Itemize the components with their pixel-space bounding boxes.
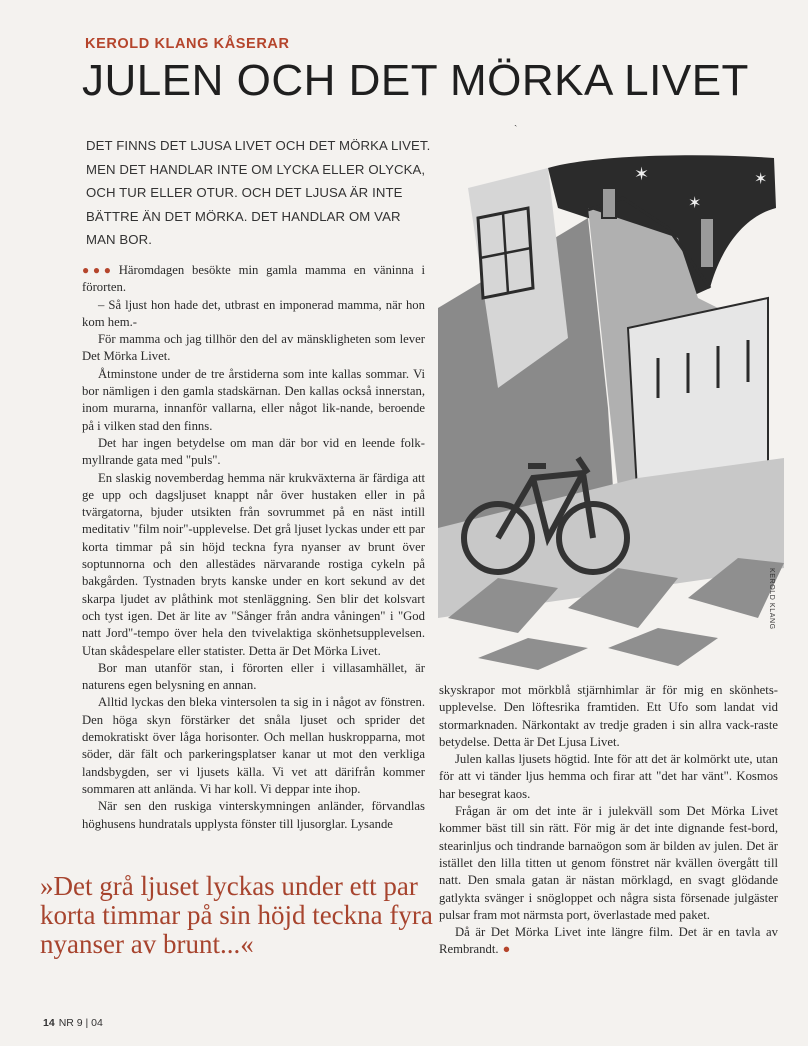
body-paragraph: För mamma och jag tillhör den del av mänskligheten som lever Det Mörka Livet. — [82, 332, 425, 364]
body-paragraph: Det har ingen betydelse om man där bor vid en leende folk-myllrande gata med "puls". — [82, 435, 425, 468]
chimney — [700, 218, 714, 268]
issue-number: NR 9 | 04 — [58, 1017, 103, 1029]
body-paragraph: Bor man utanför stan, i förorten eller i villasamhället, är naturens egen belysning en annan. — [82, 660, 425, 693]
article-kicker: KEROLD KLANG KÅSERAR — [85, 36, 290, 52]
bicycle-street-illustration — [438, 148, 784, 670]
body-paragraph: – Så ljust hon hade det, utbrast en imponerad mamma, när hon kom hem.- — [82, 297, 425, 329]
body-paragraph: En slaskig novemberdag hemma när krukväxterna är färdiga att ge upp och dagsljuset knappt når över hustaken eller in på tvärgatorna, bjuder utsikten från sovrummet på en näst intill meditativ "film noir"-upplevelse. Det grå ljuset lyckas under ett par korta timmar på sin höjd teckna fyra nyanser av brunt över soptunnorna och den allestädes närvarande rostiga cykeln på bakgården. Tystnaden bryts kanske under en kort sekund av det skarpa ljudet av plåthink mot stenläggning. Sen blir det kolsvart och tyst igen. Det är lite av "Sånger från andra våningen" i "God natt Jord"-tempo över hela den tvivelaktiga skönhetsupplevelsen. Utan skådespelare eller statister. Detta är Det Mörka Livet. — [82, 470, 425, 658]
ingress-line: OCH TUR ELLER OTUR. OCH DET LJUSA ÄR INTE — [86, 185, 403, 201]
star-icon: ✶ — [754, 171, 768, 188]
pull-quote-line: nyanser av brunt...« — [40, 929, 254, 959]
body-column-right — [439, 682, 778, 959]
pull-quote-line: korta timmar på sin höjd teckna fyra — [40, 900, 433, 930]
page-number: 14 — [43, 1017, 55, 1029]
page-folio — [43, 1017, 103, 1029]
ingress-line: BÄTTRE ÄN DET MÖRKA. DET HANDLAR OM VAR — [86, 208, 401, 224]
body-paragraph: Åtminstone under de tre årstiderna som inte kallas sommar. Vi bor nämligen i den gamla stadskärnan. Den kallas också innerstan, inom murarna, innanför vallarna, eller något lik-nande, beroende på i vilken stad den finns. — [82, 366, 425, 433]
star-icon: ✶ — [688, 195, 702, 212]
body-paragraph — [439, 924, 778, 959]
body-paragraph: När sen den ruskiga vinterskymningen anländer, förvandlas höghusens hundratals upplysta fönster till ljusorglar. Lysande — [82, 799, 425, 831]
bullet-dots-icon: ●●● — [82, 263, 115, 277]
chimney — [602, 188, 616, 218]
body-column-left — [82, 262, 425, 833]
article-headline: JULEN OCH DET MÖRKA LIVET — [82, 56, 749, 105]
ingress-line: DET FINNS DET LJUSA LIVET OCH DET MÖRKA LIVET. — [86, 138, 431, 153]
illustration-credit: KEROLD KLANG — [768, 568, 775, 630]
body-text: Häromdagen besökte min gamla mamma en väninna i förorten. — [82, 263, 425, 295]
ingress-line: MAN BOR. — [86, 232, 153, 248]
decorative-mark: ˎ — [514, 116, 518, 127]
pull-quote — [40, 872, 440, 959]
end-dot-icon: ● — [502, 942, 511, 957]
body-paragraph — [82, 262, 425, 297]
ingress-line: MEN DET HANDLAR INTE OM LYCKA ELLER OLYCKA, — [86, 161, 426, 177]
body-paragraph: Frågan är om det inte är i julekväll som Det Mörka Livet kommer bäst till sin rätt. För mig är det inte dignande fest-bord, stearinljus och tindrande barnaögon som är bilden av julen. Det är istället den lilla titten ut genom fönstret när kvällen övergått till natt. Den smala gatan är nästan mörklagd, en svagt glödande gatlykta svänger i snögloppet och några sista försenade julgäster pulsar fram mot närmsta port, överlastade med paket. — [439, 804, 778, 922]
article-ingress — [86, 134, 431, 252]
pull-quote-line: »Det grå ljuset lyckas under ett par — [40, 871, 418, 901]
body-paragraph: Alltid lyckas den bleka vintersolen ta sig in i något av fönstren. Den höga skyn förstärker det snåla ljuset och sprider det demokratiskt över låga horisonter. Och mellan huskropparna, mot söder, där fält och parkeringsplatser kanar ut mot den verkliga landsbygden, ser vi ljusets källa. Vi vet att därifrån kommer sommaren att anlända. Vi har koll. Vi deppar inte ihop. — [82, 695, 425, 796]
body-paragraph: skyskrapor mot mörkblå stjärnhimlar är för mig en skönhets-upplevelse. Den löftesrika framtiden. Ett Ufo som landat vid stormarknaden. Närkontakt av tredje graden i sin allra vack-raste betydelse. Detta är Det Ljusa Livet. — [439, 683, 778, 749]
body-text: Då är Det Mörka Livet inte längre film. Det är en tavla av Rembrandt. — [439, 925, 778, 957]
body-paragraph: Julen kallas ljusets högtid. Inte för att det är kolmörkt ute, utan för att vi tänder ljus hemma och firar att "det har vänt". Kosmos har besegrat kaos. — [439, 752, 778, 801]
star-icon: ✶ — [634, 164, 650, 184]
